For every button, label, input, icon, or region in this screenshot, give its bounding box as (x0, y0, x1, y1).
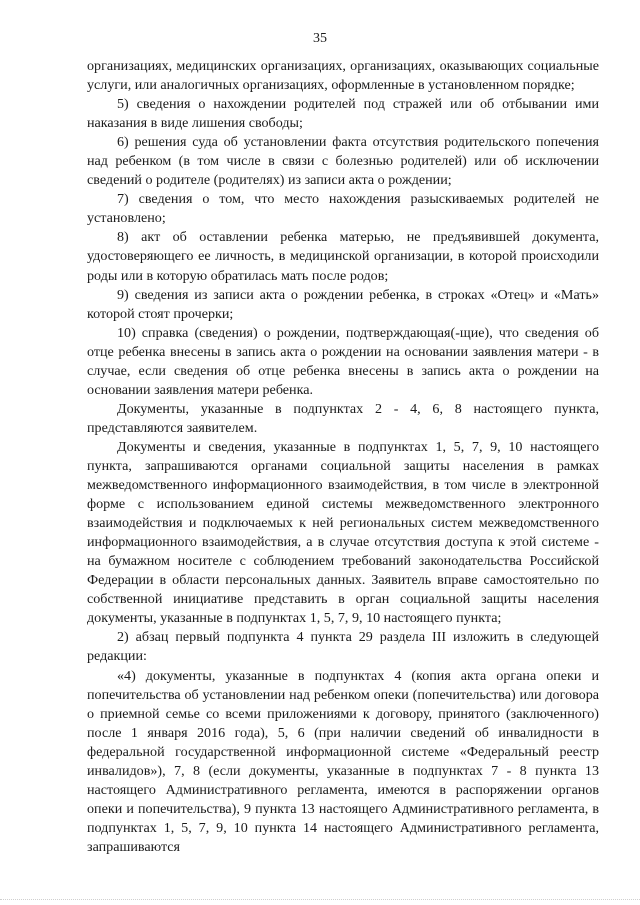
paragraph: 6) решения суда об установлении факта отсутствия родительского попечения над ребенком (в том числе в связи с болезнью родителей) или об исключении сведений о родителе (родителях) из записи акта о рождении; (87, 134, 599, 189)
page-number: 35 (313, 31, 327, 46)
paragraph: 9) сведения из записи акта о рождении ребенка, в строках «Отец» и «Мать» которой стоят прочерки; (87, 286, 599, 322)
paragraph: Документы, указанные в подпунктах 2 - 4, 6, 8 настоящего пункта, представляются заявителем. (87, 400, 599, 436)
scan-edge-line (0, 899, 640, 901)
document-body (87, 57, 599, 857)
paragraph: Документы и сведения, указанные в подпунктах 1, 5, 7, 9, 10 настоящего пункта, запрашиваются органами социальной защиты населения в рамках межведомственного информационного взаимодействия, в том числе в электронной форме с использованием единой системы межведомственного электронного взаимодействия и подключаемых к ней региональных систем межведомственного информационного взаимодействия, а в случае отсутствия доступа к этой системе - на бумажном носителе с соблюдением требований законодательства Российской Федерации в области персональных данных. Заявитель вправе самостоятельно по собственной инициативе представить в орган социальной защиты населения документы, указанные в подпунктах 1, 5, 7, 9, 10 настоящего пункта; (87, 438, 599, 627)
paragraph: 8) акт об оставлении ребенка матерью, не предъявившей документа, удостоверяющего ее личность, в медицинской организации, в которой происходили роды или в которую обратилась мать после родов; (87, 229, 599, 284)
paragraph: 7) сведения о том, что место нахождения разыскиваемых родителей не установлено; (87, 191, 599, 227)
paragraph: 5) сведения о нахождении родителей под стражей или об отбывании ими наказания в виде лишения свободы; (87, 96, 599, 132)
paragraph: «4) документы, указанные в подпунктах 4 (копия акта органа опеки и попечительства об установлении над ребенком опеки (попечительства) или договора о приемной семье со всеми приложениями к договору, принятого (заключенного) после 1 января 2016 года), 5, 6 (при наличии сведений об инвалидности в федеральной государственной информационной системе «Федеральный реестр инвалидов»), 7, 8 (если документы, указанные в подпунктах 7 - 8 пункта 13 настоящего Административного регламента, имеются в распоряжении органов опеки и попечительства), 9 пункта 13 настоящего Административного регламента, в подпунктах 1, 5, 7, 9, 10 пункта 14 настоящего Административного регламента, запрашиваются (87, 667, 599, 855)
paragraph: 10) справка (сведения) о рождении, подтверждающая(-щие), что сведения об отце ребенка внесены в запись акта о рождении на основании заявления матери - в случае, если сведения об отце ребенка внесены в запись акта о рождении на основании заявления матери ребенка. (87, 324, 599, 398)
paragraph: организациях, медицинских организациях, организациях, оказывающих социальные услуги, или аналогичных организациях, оформленные в установленном порядке; (87, 58, 599, 94)
paragraph: 2) абзац первый подпункта 4 пункта 29 раздела III изложить в следующей редакции: (87, 629, 599, 665)
